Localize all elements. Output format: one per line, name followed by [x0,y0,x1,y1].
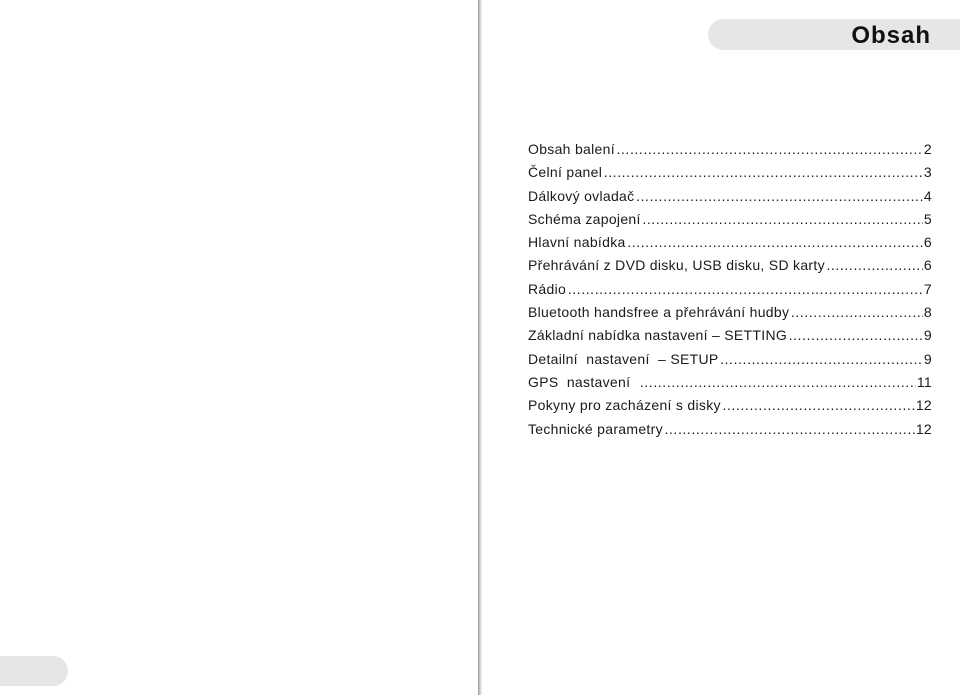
toc-entry[interactable] [528,141,932,164]
toc-entry[interactable] [528,397,932,420]
toc-dot-leader [616,141,923,157]
toc-entry-page: 12 [915,397,932,414]
table-of-contents [528,141,932,444]
left-page [0,0,478,695]
toc-entry-page: 6 [923,234,932,251]
toc-entry[interactable] [528,374,932,397]
toc-entry-page: 5 [923,210,932,227]
page-title: Obsah [851,22,931,49]
toc-dot-leader [635,188,922,204]
toc-entry-label: Schéma zapojení [528,210,641,227]
toc-entry-label: Technické parametry [528,420,663,437]
toc-entry[interactable] [528,257,932,280]
toc-entry-page: 9 [923,327,932,344]
toc-entry[interactable] [528,421,932,444]
toc-entry-page: 3 [923,164,932,181]
toc-entry-page: 12 [915,420,932,437]
toc-dot-leader [722,397,915,413]
toc-dot-leader [627,234,923,250]
toc-entry-page: 9 [923,350,932,367]
toc-entry-page: 11 [916,373,932,390]
toc-entry[interactable] [528,211,932,234]
toc-dot-leader [790,304,923,320]
page-number-tab [0,656,68,686]
toc-entry[interactable] [528,164,932,187]
toc-dot-leader [664,421,915,437]
toc-entry-label: Rádio [528,280,567,297]
toc-entry-label: GPS nastavení [528,373,631,390]
toc-entry-label: Základní nabídka nastavení – SETTING [528,327,788,344]
toc-dot-leader [826,257,923,273]
toc-entry-page: 8 [923,304,932,321]
toc-dot-leader [567,281,923,297]
toc-entry-label: Hlavní nabídka [528,234,626,251]
toc-entry-page: 4 [923,187,932,204]
toc-dot-leader [603,164,923,180]
toc-entry-label: Přehrávání z DVD disku, USB disku, SD karty [528,257,825,274]
toc-entry-label: Obsah balení [528,141,615,157]
toc-dot-leader [720,351,923,367]
toc-entry[interactable] [528,304,932,327]
toc-entry-page: 6 [923,257,932,274]
toc-entry-label: Čelní panel [528,164,603,181]
toc-entry-page: 2 [923,141,932,157]
toc-entry[interactable] [528,234,932,257]
toc-entry-page: 7 [923,280,932,297]
toc-entry[interactable] [528,351,932,374]
toc-entry[interactable] [528,188,932,211]
toc-entry-label: Detailní nastavení – SETUP [528,350,719,367]
toc-entry[interactable] [528,281,932,304]
toc-dot-leader [788,327,923,343]
toc-dot-leader [642,211,923,227]
toc-dot-leader [639,374,916,390]
toc-entry-label: Bluetooth handsfree a přehrávání hudby [528,304,790,321]
toc-entry[interactable] [528,327,932,350]
toc-entry-label: Dálkový ovladač [528,187,635,204]
toc-entry-label: Pokyny pro zacházení s disky [528,397,721,414]
